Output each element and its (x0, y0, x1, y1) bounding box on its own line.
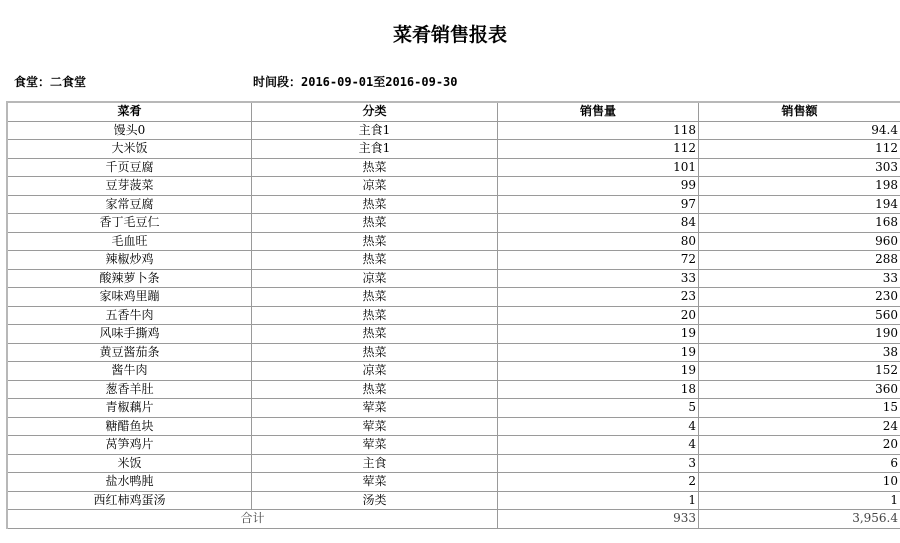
quantity-cell: 4 (498, 436, 699, 455)
table-row (8, 399, 900, 418)
table-row (8, 196, 900, 215)
quantity-cell: 72 (498, 251, 699, 270)
table-row (8, 455, 900, 474)
dish-name-cell: 辣椒炒鸡 (8, 251, 252, 270)
category-cell: 荤菜 (252, 473, 498, 492)
sales-table (6, 101, 900, 529)
quantity-cell: 20 (498, 307, 699, 326)
total-label: 合计 (8, 510, 498, 529)
category-cell: 主食1 (252, 122, 498, 141)
quantity-cell: 80 (498, 233, 699, 252)
dish-name-cell: 酱牛肉 (8, 362, 252, 381)
report-title: 菜肴销售报表 (392, 24, 507, 46)
category-cell: 荤菜 (252, 399, 498, 418)
dish-name-cell: 毛血旺 (8, 233, 252, 252)
amount-cell: 960 (699, 233, 900, 252)
header-category: 分类 (252, 103, 498, 122)
table-row (8, 251, 900, 270)
amount-cell: 230 (699, 288, 900, 307)
amount-cell: 94.4 (699, 122, 900, 141)
quantity-cell: 19 (498, 362, 699, 381)
quantity-cell: 3 (498, 455, 699, 474)
table-row (8, 122, 900, 141)
dish-name-cell: 米饭 (8, 455, 252, 474)
category-cell: 汤类 (252, 492, 498, 511)
amount-cell: 24 (699, 418, 900, 437)
quantity-cell: 19 (498, 344, 699, 363)
dish-name-cell: 莴笋鸡片 (8, 436, 252, 455)
table-row (8, 233, 900, 252)
amount-cell: 288 (699, 251, 900, 270)
quantity-cell: 5 (498, 399, 699, 418)
dish-name-cell: 风味手撕鸡 (8, 325, 252, 344)
table-row (8, 344, 900, 363)
category-cell: 热菜 (252, 196, 498, 215)
quantity-cell: 33 (498, 270, 699, 289)
total-row (8, 510, 900, 529)
quantity-cell: 19 (498, 325, 699, 344)
table-row (8, 159, 900, 178)
quantity-cell: 112 (498, 140, 699, 159)
dish-name-cell: 大米饭 (8, 140, 252, 159)
dish-name-cell: 家常豆腐 (8, 196, 252, 215)
quantity-cell: 1 (498, 492, 699, 511)
quantity-cell: 4 (498, 418, 699, 437)
table-row (8, 140, 900, 159)
amount-cell: 194 (699, 196, 900, 215)
quantity-cell: 97 (498, 196, 699, 215)
category-cell: 凉菜 (252, 177, 498, 196)
category-cell: 热菜 (252, 233, 498, 252)
dish-name-cell: 西红柿鸡蛋汤 (8, 492, 252, 511)
amount-cell: 15 (699, 399, 900, 418)
table-row (8, 307, 900, 326)
amount-cell: 6 (699, 455, 900, 474)
dish-name-cell: 盐水鸭肫 (8, 473, 252, 492)
category-cell: 热菜 (252, 307, 498, 326)
category-cell: 凉菜 (252, 270, 498, 289)
category-cell: 热菜 (252, 381, 498, 400)
dish-name-cell: 青椒藕片 (8, 399, 252, 418)
header-quantity: 销售量 (498, 103, 699, 122)
table-row (8, 177, 900, 196)
table-row (8, 325, 900, 344)
amount-cell: 560 (699, 307, 900, 326)
table-row (8, 381, 900, 400)
table-row (8, 288, 900, 307)
amount-cell: 112 (699, 140, 900, 159)
category-cell: 热菜 (252, 288, 498, 307)
amount-cell: 190 (699, 325, 900, 344)
table-row (8, 436, 900, 455)
quantity-cell: 118 (498, 122, 699, 141)
amount-cell: 20 (699, 436, 900, 455)
total-quantity: 933 (498, 510, 699, 529)
amount-cell: 10 (699, 473, 900, 492)
amount-cell: 152 (699, 362, 900, 381)
table-row (8, 362, 900, 381)
quantity-cell: 101 (498, 159, 699, 178)
amount-cell: 33 (699, 270, 900, 289)
table-header-row (8, 103, 900, 122)
amount-cell: 1 (699, 492, 900, 511)
header-amount: 销售额 (699, 103, 900, 122)
quantity-cell: 18 (498, 381, 699, 400)
dish-name-cell: 酸辣萝卜条 (8, 270, 252, 289)
table-row (8, 492, 900, 511)
dish-name-cell: 豆芽菠菜 (8, 177, 252, 196)
table-row (8, 214, 900, 233)
category-cell: 荤菜 (252, 418, 498, 437)
amount-cell: 168 (699, 214, 900, 233)
dish-name-cell: 糖醋鱼块 (8, 418, 252, 437)
dish-name-cell: 千页豆腐 (8, 159, 252, 178)
dish-name-cell: 黄豆酱茄条 (8, 344, 252, 363)
quantity-cell: 23 (498, 288, 699, 307)
category-cell: 主食 (252, 455, 498, 474)
amount-cell: 38 (699, 344, 900, 363)
category-cell: 热菜 (252, 251, 498, 270)
category-cell: 主食1 (252, 140, 498, 159)
category-cell: 热菜 (252, 159, 498, 178)
table-row (8, 418, 900, 437)
dish-name-cell: 葱香羊肚 (8, 381, 252, 400)
category-cell: 热菜 (252, 344, 498, 363)
category-cell: 凉菜 (252, 362, 498, 381)
quantity-cell: 84 (498, 214, 699, 233)
quantity-cell: 99 (498, 177, 699, 196)
dish-name-cell: 家味鸡里蹦 (8, 288, 252, 307)
period-label: 时间段：2016-09-01至2016-09-30 (253, 75, 458, 89)
table-row (8, 270, 900, 289)
total-amount: 3,956.4 (699, 510, 900, 529)
amount-cell: 198 (699, 177, 900, 196)
dish-name-cell: 五香牛肉 (8, 307, 252, 326)
amount-cell: 303 (699, 159, 900, 178)
category-cell: 热菜 (252, 214, 498, 233)
canteen-label: 食堂：二食堂 (14, 75, 87, 89)
category-cell: 热菜 (252, 325, 498, 344)
dish-name-cell: 馒头0 (8, 122, 252, 141)
category-cell: 荤菜 (252, 436, 498, 455)
amount-cell: 360 (699, 381, 900, 400)
quantity-cell: 2 (498, 473, 699, 492)
dish-name-cell: 香丁毛豆仁 (8, 214, 252, 233)
table-row (8, 473, 900, 492)
header-dish: 菜肴 (8, 103, 252, 122)
